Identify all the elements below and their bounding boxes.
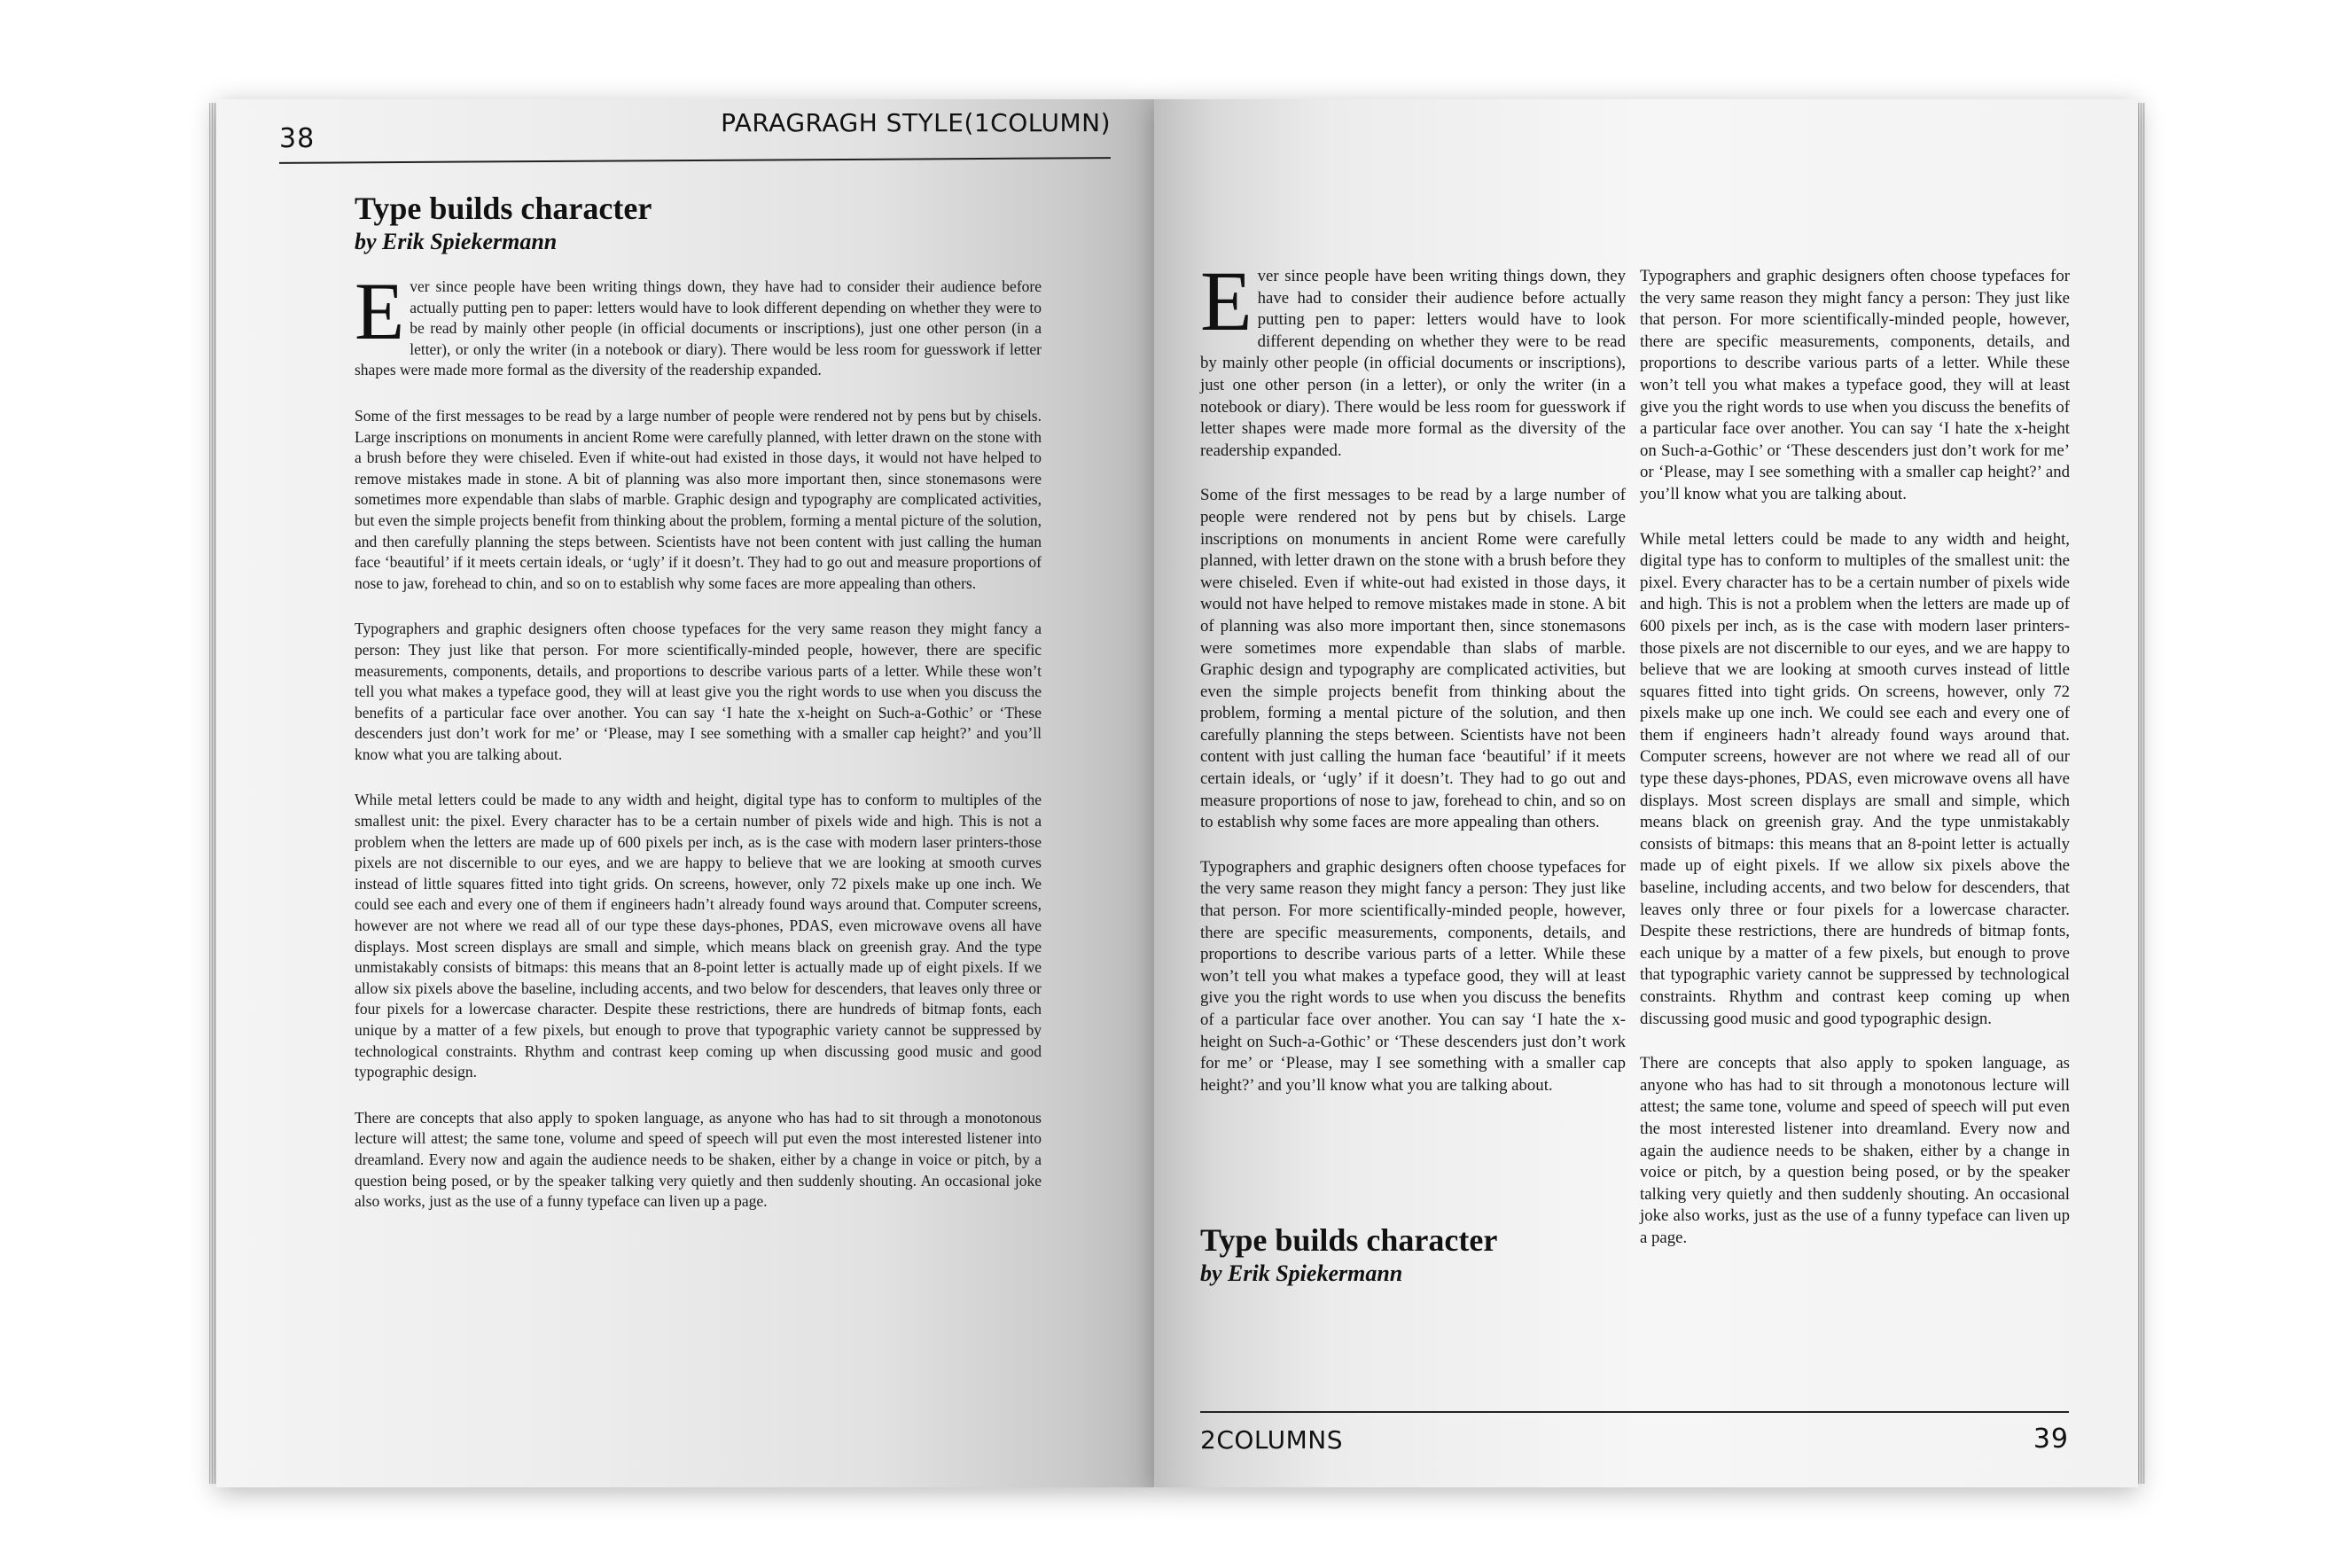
left-body-text bbox=[355, 266, 1042, 1237]
left-article-title: Type builds character bbox=[355, 191, 652, 226]
right-column-1 bbox=[1200, 254, 1626, 1119]
left-page bbox=[216, 99, 1154, 1487]
left-running-head: PARAGRAGH STYLE(1COLUMN) bbox=[721, 108, 1111, 137]
right-column-2 bbox=[1640, 266, 2070, 1273]
drop-cap: E bbox=[355, 266, 405, 356]
paragraph: There are concepts that also apply to spoken language, as anyone who has had to sit through a monotonous lecture will attest; the same tone, volume and speed of speech will put even the most interested listener into dreamland. Every now and again the audience needs to be shaken, either by a change in voice or pitch, by a question being posed, or by the speaker talking very quietly and then suddenly shouting. An occasional joke also works, just as the use of a funny typeface can liven up a page. bbox=[355, 1108, 1042, 1211]
right-running-foot: 2COLUMNS bbox=[1200, 1425, 1343, 1455]
paragraph: Typographers and graphic designers often choose typefaces for the very same reason they might fancy a person: They just like that person. For more scientifically-minded people, however, there are specific measurements, components, details, and proportions to describe various parts of a letter. While these won’t tell you what makes a typeface good, they will at least give you the right words to use when you discuss the benefits of a particular face over another. You can say ‘I hate the x-height on Such-a-Gothic’ or ‘These descenders just don’t work for me’ or ‘Please, may I see something with a smaller cap height?’ and you’ll know what you are talking about. bbox=[1640, 267, 2070, 503]
paragraph: Some of the first messages to be read by a large number of people were rendered not by pens but by chisels. Large inscriptions on monuments in ancient Rome were carefully planned, with letter drawn on the stone with a brush before they were chiseled. Even if white-out had existed in those days, it would not have helped to remove mistakes made in stone. A bit of planning was also more important then, since stonemasons were sometimes more expendable than slabs of marble. Graphic design and typography are complicated activities, but even the simple projects benefit from thinking about the problem, forming a mental picture of the solution, and then carefully planning the steps between. Scientists have not been content with just calling the human face ‘beautiful’ if it meets certain ideals, or ‘ugly’ if it doesn’t. They had to go out and measure proportions of nose to jaw, forehead to chin, and so on to establish why some faces are more appealing than others. bbox=[355, 406, 1042, 592]
left-article-byline: by Erik Spiekermann bbox=[355, 229, 558, 254]
right-footer-rule bbox=[1200, 1411, 2069, 1413]
paragraph: While metal letters could be made to any width and height, digital type has to conform to multiples of the smallest unit: the pixel. Every character has to be a certain number of pixels wide and high. This is not a problem when the letters are made up of 600 pixels per inch, as is the case with modern laser printers-those pixels are not discernible to our eyes, and we are happy to believe that we are looking at smooth curves instead of little squares fitted into tight grids. On screens, however, only 72 pixels make up one inch. We could see each and every one of them if engineers hadn’t already found ways around that. Computer screens, however are not where we read all of our type these days-phones, PDAS, even microwave ovens all have displays. Most screen displays are small and simple, which means black on greenish gray. And the type unmistakably consists of bitmaps: this means that an 8-point letter is actually made up of eight pixels. If we allow six pixels above the baseline, including accents, and two below for descenders, that leaves only three or four pixels for a lowercase character. Despite these restrictions, there are hundreds of bitmap fonts, each unique by a matter of a few pixels, but enough to prove that typographic variety cannot be suppressed by technological constraints. Rhythm and contrast keep coming up when discussing good music and good typographic design. bbox=[355, 791, 1042, 1081]
drop-cap: E bbox=[1200, 254, 1253, 348]
paragraph: There are concepts that also apply to spoken language, as anyone who has had to sit through a monotonous lecture will attest; the same tone, volume and speed of speech will put even the most interested listener into dreamland. Every now and again the audience needs to be shaken, either by a change in voice or pitch, by a question being posed, or by the speaker talking very quietly and then suddenly shouting. An occasional joke also works, just as the use of a funny typeface can liven up a page. bbox=[1640, 1054, 2070, 1247]
paragraph: While metal letters could be made to any width and height, digital type has to conform to multiples of the smallest unit: the pixel. Every character has to be a certain number of pixels wide and high. This is not a problem when the letters are made up of 600 pixels per inch, as is the case with modern laser printers-those pixels are not discernible to our eyes, and we are happy to believe that we are looking at smooth curves instead of little squares fitted into tight grids. On screens, however, only 72 pixels make up one inch. We could see each and every one of them if engineers hadn’t already found ways around that. Computer screens, however are not where we read all of our type these days-phones, PDAS, even microwave ovens all have displays. Most screen displays are small and simple, which means black on greenish gray. And the type unmistakably consists of bitmaps: this means that an 8-point letter is actually made up of eight pixels. If we allow six pixels above the baseline, including accents, and two below for descenders, that leaves only three or four pixels for a lowercase character. Despite these restrictions, there are hundreds of bitmap fonts, each unique by a matter of a few pixels, but enough to prove that typographic variety cannot be suppressed by technological constraints. Rhythm and contrast keep coming up when discussing good music and good typographic design. bbox=[1640, 529, 2070, 1028]
paragraph: Typographers and graphic designers often choose typefaces for the very same reason they might fancy a person: They just like that person. For more scientifically-minded people, however, there are specific measurements, components, details, and proportions to describe various parts of a letter. While these won’t tell you what makes a typeface good, they will at least give you the right words to use when you discuss the benefits of a particular face over another. You can say ‘I hate the x-height on Such-a-Gothic’ or ‘These descenders just don’t work for me’ or ‘Please, may I see something with a smaller cap height?’ and you’ll know what you are talking about. bbox=[355, 620, 1042, 763]
left-page-number: 38 bbox=[279, 123, 316, 154]
paragraph: Ever since people have been writing things down, they have had to consider their audience before actually putting pen to paper: letters would have to look different depending on whether they were to be read by mainly other people (in official documents or inscriptions), just one other person (in a letter), or only the writer (in a notebook or diary). There would be less room for guesswork if letter shapes were made more formal as the diversity of the readership expanded. bbox=[1200, 254, 1626, 460]
right-article-byline: by Erik Spiekermann bbox=[1200, 1260, 1403, 1286]
paragraph: Some of the first messages to be read by a large number of people were rendered not by pens but by chisels. Large inscriptions on monuments in ancient Rome were carefully planned, with letter drawn on the stone with a brush before they were chiseled. Even if white-out had existed in those days, it would not have helped to remove mistakes made in stone. A bit of planning was also more important then, since stonemasons were sometimes more expendable than slabs of marble. Graphic design and typography are complicated activities, but even the simple projects benefit from thinking about the problem, forming a mental picture of the solution, and then carefully planning the steps between. Scientists have not been content with just calling the human face ‘beautiful’ if it meets certain ideals, or ‘ugly’ if it doesn’t. They had to go out and measure proportions of nose to jaw, forehead to chin, and so on to establish why some faces are more appealing than others. bbox=[1200, 486, 1626, 832]
right-article-title: Type builds character bbox=[1200, 1222, 1498, 1258]
right-page bbox=[1154, 99, 2138, 1487]
paragraph: Typographers and graphic designers often choose typefaces for the very same reason they might fancy a person: They just like that person. For more scientifically-minded people, however, there are specific measurements, components, details, and proportions to describe various parts of a letter. While these won’t tell you what makes a typeface good, they will at least give you the right words to use when you discuss the benefits of a particular face over another. You can say ‘I hate the x-height on Such-a-Gothic’ or ‘These descenders just don’t work for me’ or ‘Please, may I see something with a smaller cap height?’ and you’ll know what you are talking about. bbox=[1200, 857, 1626, 1095]
paragraph: Ever since people have been writing things down, they have had to consider their audience before actually putting pen to paper: letters would have to look different depending on whether they were to be read by mainly other people (in official documents or inscriptions), just one other person (in a letter), or only the writer (in a notebook or diary). There would be less room for guesswork if letter shapes were made more formal as the diversity of the readership expanded. bbox=[355, 266, 1042, 379]
right-page-number: 39 bbox=[2033, 1424, 2069, 1455]
left-header-rule bbox=[279, 157, 1111, 164]
